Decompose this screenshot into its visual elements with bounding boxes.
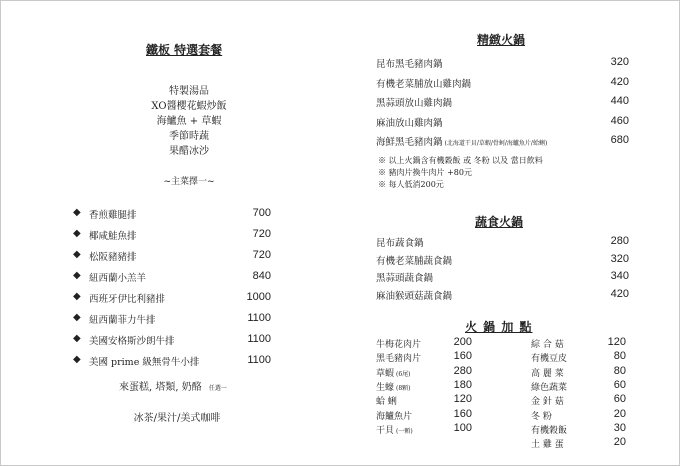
veg-item-name: 有機老菜脯蔬食鍋 [376,255,453,267]
addon-item-label: 牛梅花肉片 [376,340,422,350]
addon-item-label: 土 雞 蛋 [531,440,564,451]
fine-item-label: 麻油放山雞肉鍋 [376,117,443,129]
fine-item-detail: (北海道干貝/草蝦/骨蚵/海鱸魚片/蛤蜊) [444,140,548,147]
addon-item-label: 草蝦 [376,368,395,379]
veg-hotpot-title: 蔬食火鍋 [475,215,524,229]
addon-item-label: 綜 合 菇 [531,340,564,350]
fine-item-price: 440 [610,95,629,107]
course-item: 果醋冰沙 [169,146,209,157]
fine-item-name [376,76,471,90]
addon-item-price: 30 [613,421,626,434]
set-meal-title: 鐵板 特選套餐 [146,43,223,57]
fine-note: ※ 每人低消200元 [378,180,444,189]
dessert-options: 來蛋糕, 塔類, 奶酪 [119,382,202,393]
diamond-bullet-icon: ◆ [73,291,81,302]
fine-hotpot-title: 精緻火鍋 [477,33,526,47]
addon-item-label: 金 針 菇 [531,397,564,408]
main-name: 西班牙伊比利豬排 [89,294,166,305]
addon-item-unit: (6尾) [396,370,411,378]
fine-item-name [376,134,547,148]
main-price: 700 [252,207,271,219]
addon-item-label: 綠色蔬菜 [531,382,568,393]
addon-item-label: 高 麗 菜 [531,368,564,379]
addon-item-label: 海鱸魚片 [376,411,413,422]
addon-item-name [376,409,412,422]
course-item: XO醬櫻花蝦炒飯 [151,101,227,112]
main-name: 美國安格斯沙朗牛排 [89,336,175,347]
main-price: 1000 [246,291,271,303]
diamond-bullet-icon: ◆ [73,228,81,239]
dessert-suffix: 任選一 [208,385,227,392]
addon-item-price: 60 [613,378,626,391]
addon-item-name [531,337,564,350]
addon-item-name [531,394,564,407]
main-name: 紐西蘭小羔羊 [89,273,147,284]
fine-item-price: 680 [610,134,629,146]
addon-item-price: 80 [613,364,626,377]
main-price: 720 [252,228,271,240]
fine-note: ※ 以上火鍋含有機穀飯 或 冬粉 以及 當日飲料 [378,156,543,165]
addon-item-label: 干貝 [376,425,395,436]
addon-item-price: 20 [613,407,626,420]
addon-item-price: 60 [613,393,626,406]
addon-item-label: 蛤 蜊 [376,397,397,408]
fine-item-price: 320 [610,56,629,68]
fine-item-name [376,115,443,129]
addon-item-label: 冬 粉 [531,411,552,422]
main-price: 1100 [247,312,271,324]
veg-item-name: 麻油猴頭菇蔬食鍋 [376,290,453,302]
fine-item-price: 460 [610,114,629,127]
veg-item-price: 280 [610,235,629,247]
diamond-bullet-icon: ◆ [73,207,81,218]
main-price: 720 [252,249,271,261]
addon-item-price: 160 [453,350,472,363]
main-name: 紐西蘭菲力牛排 [89,315,156,326]
addon-item-name [376,394,397,407]
main-header: ~主菜擇一~ [163,177,215,187]
drinks-line: 冰茶/果汁/美式咖啡 [133,413,221,424]
addon-item-price: 100 [453,421,472,434]
addon-item-price: 200 [453,336,472,348]
addon-item-name [531,409,552,422]
course-item: 海鱸魚 + 草蝦 [156,116,222,127]
addon-item-label: 有機穀飯 [531,425,568,436]
addon-item-name [531,351,567,364]
addon-title: 火 鍋 加 點 [465,320,533,334]
fine-item-label: 昆布黑毛豬肉鍋 [376,59,443,70]
addon-item-price: 180 [453,378,472,391]
diamond-bullet-icon: ◆ [73,333,81,344]
addon-item-price: 120 [453,393,472,406]
addon-item-price: 120 [607,336,626,348]
diamond-bullet-icon: ◆ [73,354,81,365]
addon-item-name [531,366,564,379]
addon-item-name [376,366,411,379]
course-item: 特製湯品 [169,86,209,97]
addon-item-name [376,380,411,393]
main-price: 1100 [247,333,271,345]
main-name: 美國 prime 級無骨牛小排 [89,357,200,368]
addon-item-label: 有機豆皮 [531,354,568,365]
diamond-bullet-icon: ◆ [73,270,81,281]
addon-item-unit: (8顆) [396,384,411,392]
addon-item-price: 160 [453,407,472,420]
main-name: 香煎雞腿排 [89,210,137,221]
main-price: 840 [252,270,271,282]
addon-item-name [376,423,413,436]
veg-item-price: 320 [610,252,629,265]
fine-item-name [376,95,452,109]
addon-item-label: 黑毛豬肉片 [376,354,422,365]
diamond-bullet-icon: ◆ [73,249,81,260]
addon-item-price: 80 [613,350,626,363]
diamond-bullet-icon: ◆ [73,312,81,323]
main-name: 松阪豬豬排 [89,252,137,263]
fine-item-name [376,56,443,70]
addon-item-price: 20 [613,436,626,449]
fine-item-label: 黑蒜頭放山雞肉鍋 [376,98,453,109]
addon-item-name [531,423,567,436]
addon-item-unit: (一顆) [396,427,413,435]
addon-item-name [376,337,421,350]
course-item: 季節時蔬 [169,131,209,142]
dessert-line [119,378,227,393]
fine-item-label: 有機老菜脯放山雞肉鍋 [376,78,472,90]
addon-item-name [531,437,564,450]
fine-item-price: 420 [610,75,629,88]
addon-item-label: 生蠔 [376,382,395,393]
veg-item-price: 340 [610,270,629,282]
addon-item-name [531,380,567,393]
fine-note: ※ 豬肉片換牛肉片 +80元 [378,168,472,177]
main-name: 椰咸鮭魚排 [89,231,137,242]
main-price: 1100 [247,354,271,366]
addon-item-price: 280 [453,364,472,377]
veg-item-name: 昆布蔬食鍋 [376,238,424,249]
addon-item-name [376,351,421,364]
fine-item-label: 海鮮黑毛豬肉鍋 [376,137,443,148]
veg-item-name: 黑蒜頭蔬食鍋 [376,273,434,284]
veg-item-price: 420 [610,287,629,300]
